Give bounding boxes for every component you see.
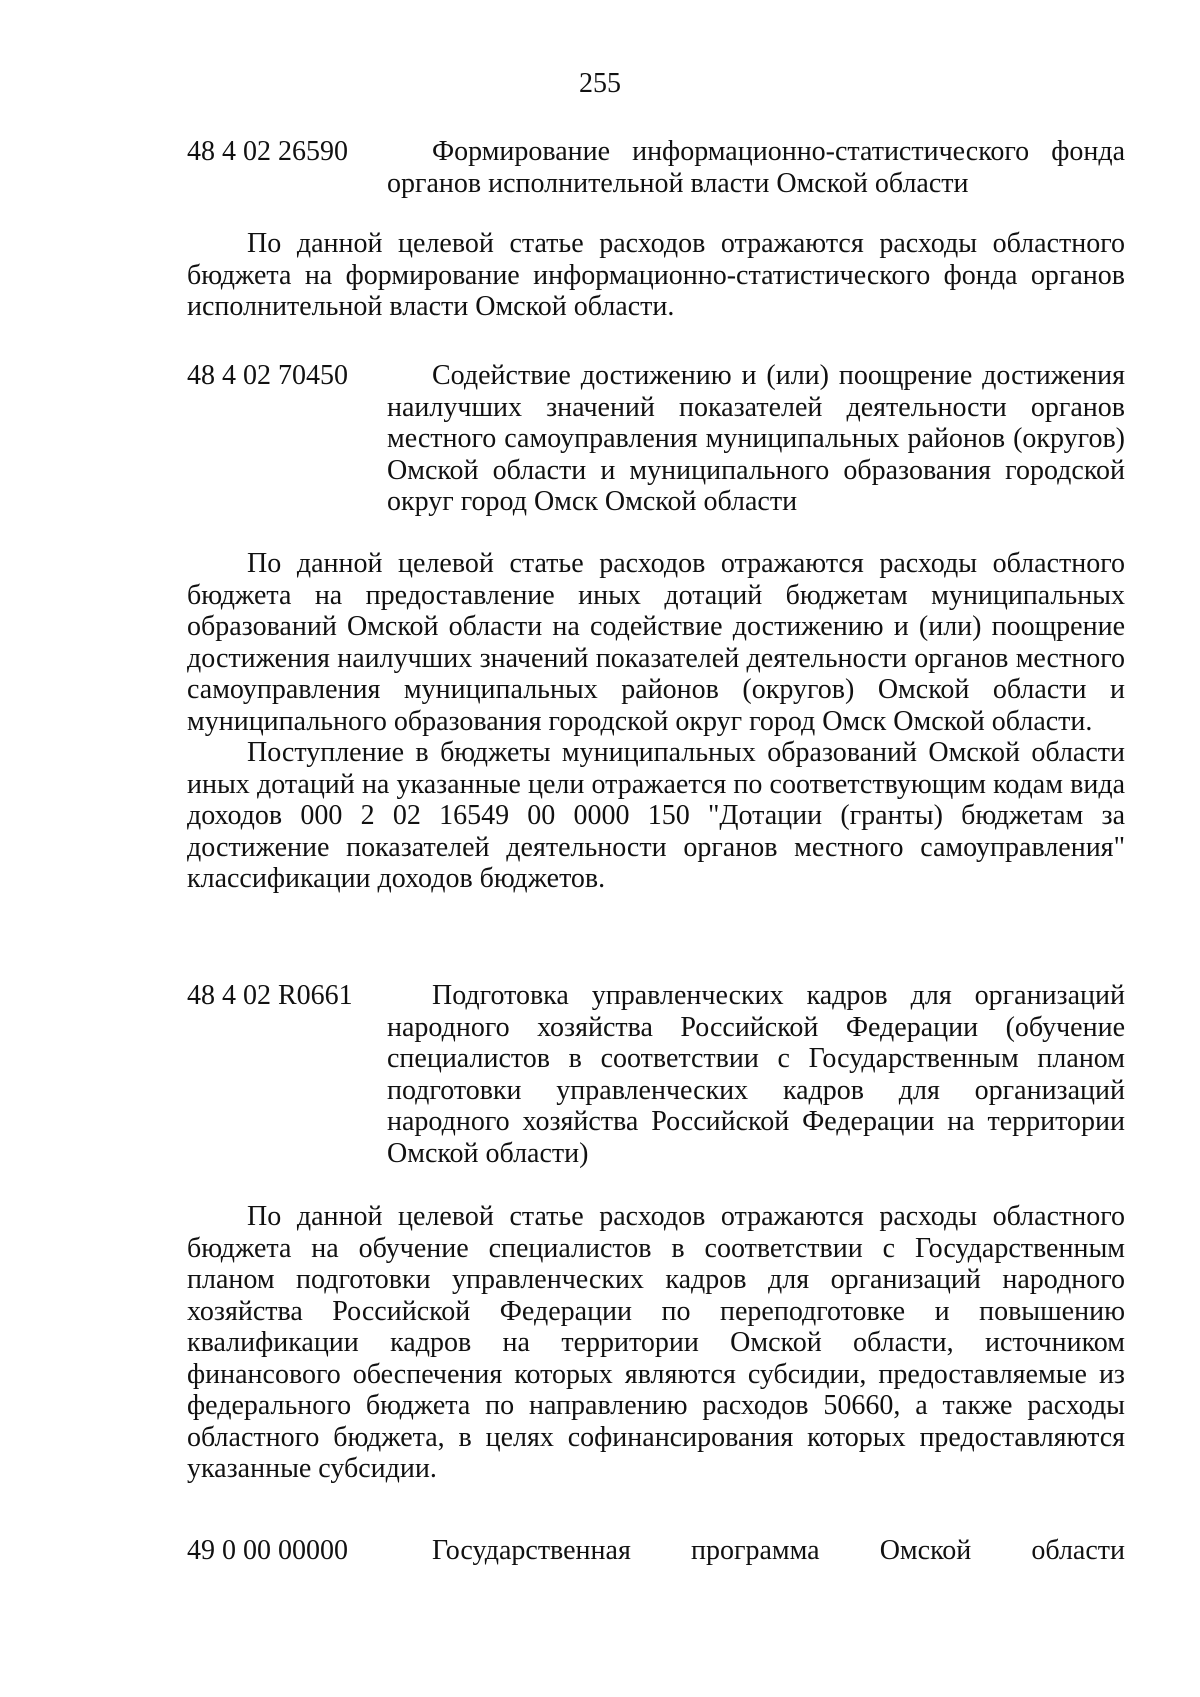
article-description [187,1201,1125,1485]
article-description [187,548,1125,895]
article-title: Формирование информационно-статистического фонда органов исполнительной власти Омской области [387,136,1125,199]
article-title: Государственная программа Омской области [432,1535,1125,1566]
description-paragraph: Поступление в бюджеты муниципальных образований Омской области иных дотаций на указанные цели отражается по соответствующим кодам вида доходов 000 2 02 16549 00 0000 150 "Дотации (гранты) бюджетам за достижение показателей деятельности органов местного самоуправления" классификации доходов бюджетов. [187,737,1125,894]
article-title: Содействие достижению и (или) поощрение достижения наилучших значений показателей деятельности органов местного самоуправления муниципальных районов (округов) Омской области и муниципального образования городской округ город Омск Омской области [387,360,1125,517]
article-description [187,228,1125,323]
article-code: 48 4 02 R0661 [187,980,353,1011]
budget-article-entry [187,1535,1125,1567]
budget-article-entry [187,360,1125,518]
budget-article-entry [187,136,1125,199]
description-paragraph: По данной целевой статье расходов отражаются расходы областного бюджета на предоставление иных дотаций бюджетам муниципальных образований Омской области на содействие достижению и (или) поощрение достижения наилучших значений показателей деятельности органов местного самоуправления муниципальных районов (округов) Омской области и муниципального образования городской округ город Омск Омской области. [187,548,1125,737]
description-paragraph: По данной целевой статье расходов отражаются расходы областного бюджета на формирование информационно-статистического фонда органов исполнительной власти Омской области. [187,228,1125,322]
article-code: 49 0 00 00000 [187,1535,348,1566]
budget-article-entry [187,980,1125,1169]
article-code: 48 4 02 70450 [187,360,348,391]
page-number: 255 [579,68,621,99]
article-code: 48 4 02 26590 [187,136,348,167]
description-paragraph: По данной целевой статье расходов отражаются расходы областного бюджета на обучение специалистов в соответствии с Государственным планом подготовки управленческих кадров для организаций народного хозяйства Российской Федерации по переподготовке и повышению квалификации кадров на территории Омской области, источником финансового обеспечения которых являются субсидии, предоставляемые из федерального бюджета по направлению расходов 50660, а также расходы областного бюджета, в целях софинансирования которых предоставляются указанные субсидии. [187,1201,1125,1484]
article-title: Подготовка управленческих кадров для организаций народного хозяйства Российской Федерации (обучение специалистов в соответствии с Государственным планом подготовки управленческих кадров для организаций народного хозяйства Российской Федерации на территории Омской области) [387,980,1125,1169]
